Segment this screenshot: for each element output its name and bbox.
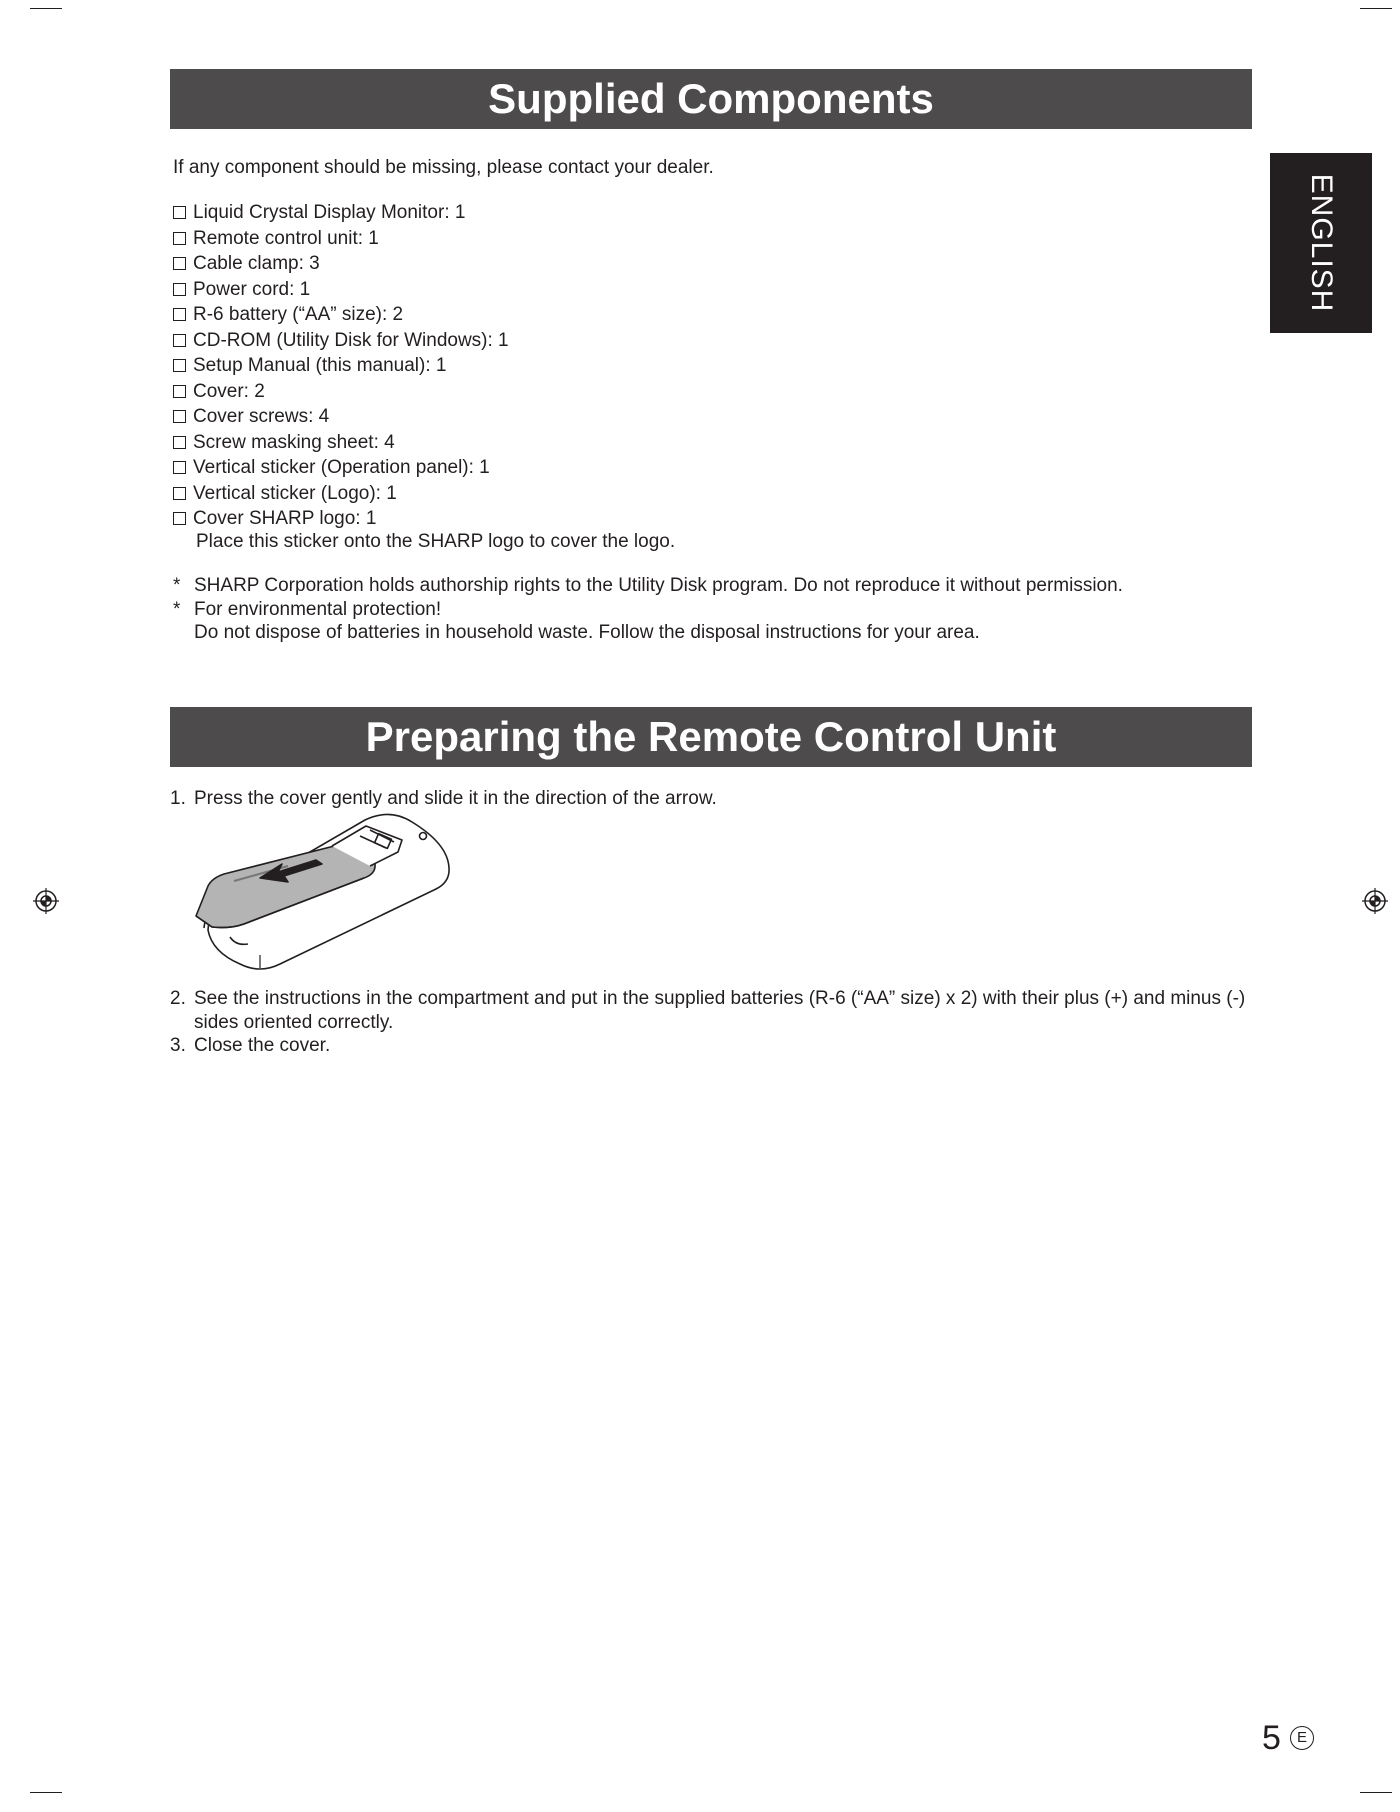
remote-control-illustration — [190, 812, 460, 972]
language-tab-label: ENGLISH — [1305, 173, 1338, 313]
asterisk: * — [173, 598, 181, 620]
registration-mark-left — [33, 888, 59, 914]
registration-mark-right — [1362, 888, 1388, 914]
list-item: Liquid Crystal Display Monitor: 1 — [173, 200, 509, 226]
crop-mark-top-left — [30, 8, 62, 9]
checkbox-icon — [173, 385, 186, 398]
step-item: 2. See the instructions in the compartment and put in the supplied batteries (R-6 (“AA” size) x 2) with their plus (+) and minus (-) sides oriented correctly. — [170, 988, 1246, 1033]
list-item: R-6 battery (“AA” size): 2 — [173, 302, 509, 328]
supplied-components-title: Supplied Components — [488, 75, 934, 122]
list-item: Cover: 2 — [173, 379, 509, 405]
list-item: Remote control unit: 1 — [173, 226, 509, 252]
checkbox-icon — [173, 461, 186, 474]
crop-mark-top-right — [1360, 8, 1392, 9]
language-tab — [1270, 153, 1372, 333]
footnote-continuation: Do not dispose of batteries in household waste. Follow the disposal instructions for your area. — [194, 622, 980, 643]
supplied-components-banner — [170, 69, 1252, 129]
checkbox-icon — [173, 206, 186, 219]
checkbox-icon — [173, 334, 186, 347]
checkbox-icon — [173, 410, 186, 423]
list-item: Cable clamp: 3 — [173, 251, 509, 277]
checkbox-icon — [173, 487, 186, 500]
footnote: * For environmental protection! — [173, 598, 442, 620]
step-item: 1. Press the cover gently and slide it in the direction of the arrow. — [170, 788, 717, 809]
steps-list-1 — [170, 787, 1260, 811]
list-item: Power cord: 1 — [173, 277, 509, 303]
checkbox-icon — [173, 232, 186, 245]
footnotes — [173, 574, 1123, 645]
asterisk: * — [173, 575, 181, 596]
list-item: Vertical sticker (Logo): 1 — [173, 481, 509, 507]
checkbox-icon — [173, 283, 186, 296]
crop-mark-bottom-right — [1360, 1792, 1392, 1793]
page-language-badge: E — [1290, 1726, 1314, 1750]
logo-sticker-note: Place this sticker onto the SHARP logo to cover the logo. — [196, 531, 676, 552]
list-item: CD-ROM (Utility Disk for Windows): 1 — [173, 328, 509, 354]
list-item: Setup Manual (this manual): 1 — [173, 353, 509, 379]
list-item: Cover SHARP logo: 1 — [173, 506, 509, 532]
checkbox-icon — [173, 436, 186, 449]
component-checklist — [173, 200, 509, 532]
missing-component-notice: If any component should be missing, please contact your dealer. — [173, 157, 714, 178]
list-item: Vertical sticker (Operation panel): 1 — [173, 455, 509, 481]
step-item: 3. Close the cover. — [170, 1035, 331, 1056]
list-item: Screw masking sheet: 4 — [173, 430, 509, 456]
steps-list-2 — [170, 987, 1260, 1058]
preparing-remote-title: Preparing the Remote Control Unit — [365, 713, 1057, 760]
page-number: 5 — [1262, 1719, 1281, 1757]
checkbox-icon — [173, 308, 186, 321]
footnote: * SHARP Corporation holds authorship rights to the Utility Disk program. Do not reproduce it without permission. — [173, 575, 1123, 596]
checkbox-icon — [173, 257, 186, 270]
checkbox-icon — [173, 359, 186, 372]
preparing-remote-banner — [170, 707, 1252, 767]
crop-mark-bottom-left — [30, 1792, 62, 1793]
list-item: Cover screws: 4 — [173, 404, 509, 430]
checkbox-icon — [173, 512, 186, 525]
